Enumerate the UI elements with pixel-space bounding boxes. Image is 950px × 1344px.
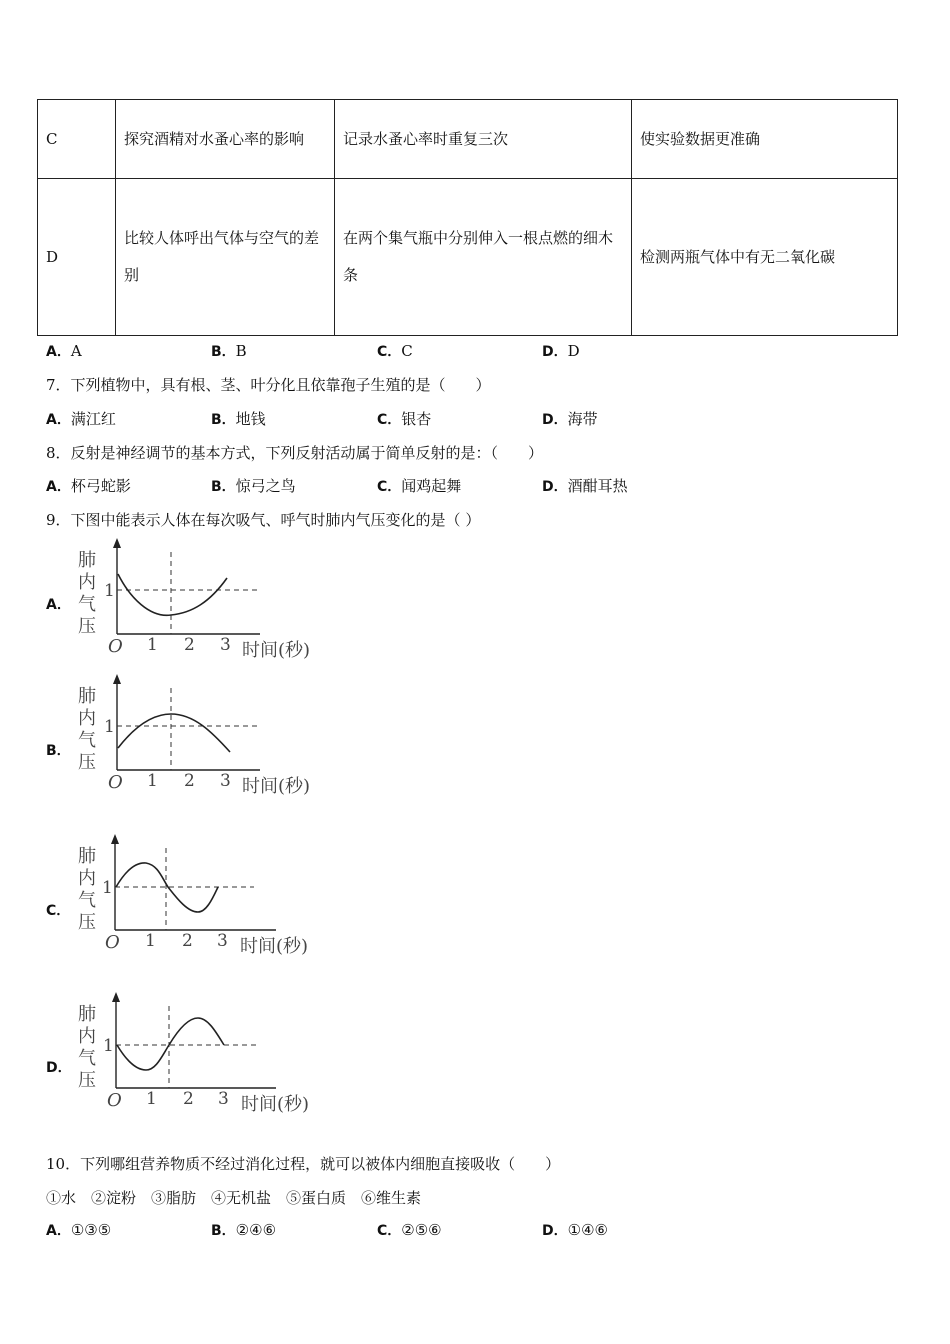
option-text: 地钱: [235, 410, 266, 428]
q9-option-d-label[interactable]: D．: [46, 1060, 72, 1076]
x-tick-label: 2: [182, 931, 193, 951]
x-tick-label: 3: [220, 635, 231, 655]
origin-label: O: [108, 772, 123, 793]
y-label-char: 内: [78, 572, 96, 593]
option-label: D．: [542, 479, 568, 495]
y-label-char: 肺: [78, 846, 96, 867]
y-label-char: 压: [78, 616, 96, 637]
pressure-graph-d[interactable]: [70, 992, 330, 1116]
option-text: 杯弓蛇影: [70, 477, 131, 495]
q10-option-d[interactable]: [542, 1220, 608, 1240]
option-text: 惊弓之鸟: [235, 477, 296, 495]
table-cell-method: 记录水蚤心率时重复三次: [335, 100, 632, 179]
option-label: A．: [46, 479, 71, 495]
y-tick-label: 1: [103, 1036, 114, 1056]
q10-items: ①水 ②淀粉 ③脂肪 ④无机盐 ⑤蛋白质 ⑥维生素: [46, 1189, 422, 1207]
x-tick-label: 1: [146, 1089, 157, 1109]
option-text: 酒酣耳热: [567, 477, 628, 495]
x-tick-label: 2: [184, 635, 195, 655]
option-label: A．: [46, 1223, 71, 1239]
q8-option-c[interactable]: [377, 475, 461, 496]
option-label: C．: [377, 479, 402, 495]
x-axis-label: 时间(秒): [242, 776, 311, 797]
y-label-char: 压: [78, 752, 96, 773]
y-label-char: 气: [78, 890, 96, 911]
option-text: C: [401, 342, 413, 360]
x-tick-label: 3: [220, 771, 231, 791]
x-tick-label: 1: [147, 771, 158, 791]
q6-option-a[interactable]: [46, 341, 82, 361]
y-label-char: 内: [78, 708, 96, 729]
x-tick-label: 3: [218, 1089, 229, 1109]
q10-option-a[interactable]: [46, 1220, 111, 1240]
q8-option-a[interactable]: [46, 475, 131, 496]
option-text: ②④⑥: [235, 1221, 277, 1239]
option-text: 闻鸡起舞: [401, 477, 462, 495]
option-label: C．: [377, 344, 402, 360]
option-text: ②⑤⑥: [401, 1221, 442, 1239]
q8-option-b[interactable]: [211, 475, 296, 496]
q9-stem: 9．下图中能表示人体在每次吸气、呼气时肺内气压变化的是（ ）: [46, 511, 481, 529]
option-label: A．: [46, 412, 71, 428]
option-label: A．: [46, 344, 71, 360]
y-label-char: 气: [78, 594, 96, 615]
y-label-char: 压: [78, 912, 96, 933]
q8-stem: 8．反射是神经调节的基本方式，下列反射活动属于简单反射的是：（ ）: [46, 444, 544, 462]
option-label: C．: [377, 412, 402, 428]
option-label: D．: [542, 1223, 568, 1239]
y-label-char: 肺: [78, 1004, 96, 1025]
table-cell-letter: C: [38, 100, 116, 179]
table-cell-topic: 比较人体呼出气体与空气的差别: [116, 179, 335, 336]
y-tick-label: 1: [104, 581, 115, 601]
option-label: B．: [211, 479, 236, 495]
x-tick-label: 2: [183, 1089, 194, 1109]
option-text: ①③⑤: [70, 1221, 112, 1239]
y-label-char: 肺: [78, 550, 96, 571]
origin-label: O: [108, 636, 123, 657]
q7-option-d[interactable]: [542, 408, 598, 429]
table-cell-purpose: 检测两瓶气体中有无二氧化碳: [632, 179, 898, 336]
x-tick-label: 1: [147, 635, 158, 655]
q9-option-a-label[interactable]: A．: [46, 597, 71, 613]
q9-option-b-label[interactable]: B．: [46, 743, 71, 759]
question-6-table: [37, 99, 898, 336]
option-text: D: [567, 342, 580, 360]
y-tick-label: 1: [104, 717, 115, 737]
pressure-graph-c[interactable]: [70, 834, 330, 958]
option-text: 银杏: [401, 410, 432, 428]
x-tick-label: 3: [217, 931, 228, 951]
option-text: ①④⑥: [567, 1221, 608, 1239]
q6-option-c[interactable]: [377, 341, 413, 361]
x-tick-label: 1: [145, 931, 156, 951]
pressure-graph-a[interactable]: [70, 538, 330, 662]
x-axis-label: 时间(秒): [241, 1094, 310, 1115]
y-label-char: 气: [78, 1048, 96, 1069]
pressure-graph-b[interactable]: [70, 674, 330, 798]
y-label-char: 压: [78, 1070, 96, 1091]
y-tick-label: 1: [102, 878, 113, 898]
y-label-char: 内: [78, 1026, 96, 1047]
q7-option-b[interactable]: [211, 408, 266, 429]
table-cell-purpose: 使实验数据更准确: [632, 100, 898, 179]
option-text: A: [70, 342, 82, 360]
x-axis-label: 时间(秒): [240, 936, 309, 957]
q10-option-b[interactable]: [211, 1220, 276, 1240]
q7-option-c[interactable]: [377, 408, 431, 429]
q7-stem: 7．下列植物中，具有根、茎、叶分化且依靠孢子生殖的是（ ）: [46, 376, 491, 394]
option-text: 海带: [567, 410, 598, 428]
q10-option-c[interactable]: [377, 1220, 442, 1240]
y-label-char: 内: [78, 868, 96, 889]
q10-stem: 10．下列哪组营养物质不经过消化过程，就可以被体内细胞直接吸收（ ）: [46, 1155, 561, 1173]
q6-option-b[interactable]: [211, 341, 247, 361]
x-tick-label: 2: [184, 771, 195, 791]
option-text: B: [235, 342, 247, 360]
option-label: D．: [542, 412, 568, 428]
q6-option-d[interactable]: [542, 341, 580, 361]
option-label: B．: [211, 1223, 236, 1239]
q7-option-a[interactable]: [46, 408, 116, 429]
option-label: B．: [211, 412, 236, 428]
option-label: B．: [211, 344, 236, 360]
table-cell-letter: D: [38, 179, 116, 336]
q9-option-c-label[interactable]: C．: [46, 903, 71, 919]
origin-label: O: [105, 932, 120, 953]
option-text: 满江红: [70, 410, 116, 428]
table-row: [38, 100, 898, 179]
y-label-char: 肺: [78, 686, 96, 707]
origin-label: O: [107, 1090, 122, 1111]
table-cell-topic: 探究酒精对水蚤心率的影响: [116, 100, 335, 179]
option-label: D．: [542, 344, 568, 360]
q8-option-d[interactable]: [542, 475, 628, 496]
table-row: [38, 179, 898, 336]
y-label-char: 气: [78, 730, 96, 751]
table-cell-method: 在两个集气瓶中分别伸入一根点燃的细木条: [335, 179, 632, 336]
x-axis-label: 时间(秒): [242, 640, 311, 661]
option-label: C．: [377, 1223, 402, 1239]
